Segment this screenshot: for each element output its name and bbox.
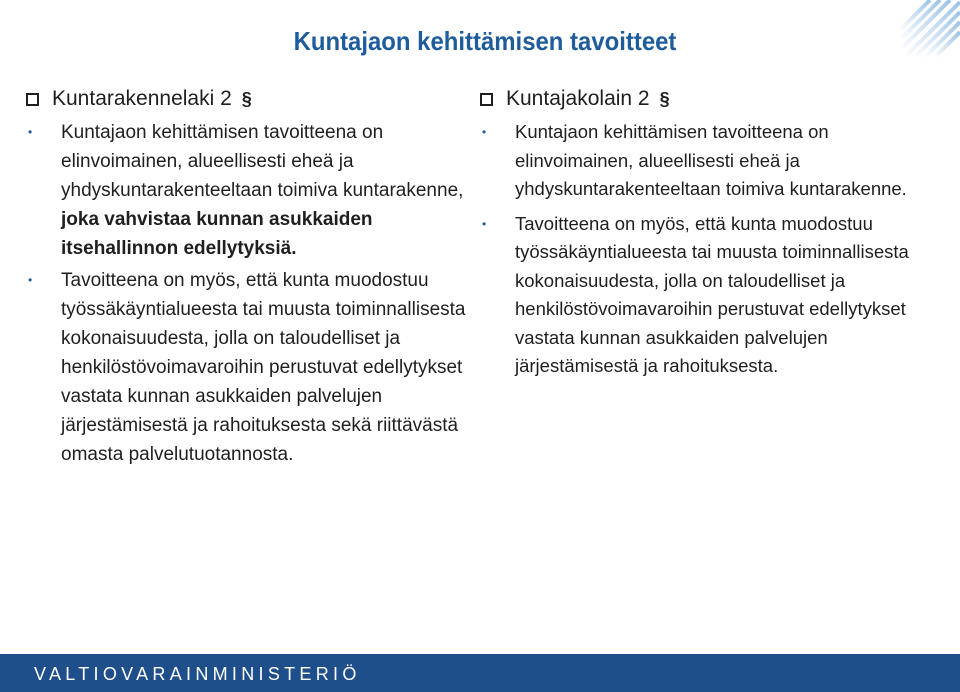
left-bullet-1-text: Kuntajaon kehittämisen tavoitteena on elinvoimainen, alueellisesti eheä ja yhdyskuntarakenteeltaan toimiva kuntarakenne,: [61, 122, 464, 201]
right-bullet-2: [480, 210, 940, 381]
section-symbol: §: [659, 88, 670, 109]
bullet-dot-icon: •: [482, 216, 487, 231]
right-heading: [480, 84, 940, 114]
right-bullet-2-text: Tavoitteena on myös, että kunta muodostuu työssäkäyntialueesta tai muusta toiminnallisesta kokonaisuudesta, jolla on taloudelliset ja henkilöstövoimavaroihin perustuvat edellytykset vastata kunnan asukkaiden palvelujen järjestämisestä ja rahoituksesta.: [515, 212, 909, 376]
left-column: [26, 84, 476, 469]
section-symbol: §: [241, 88, 252, 109]
left-bullet-2-text: Tavoitteena on myös, että kunta muodostuu työssäkäyntialueesta tai muusta toiminnallisesta kokonaisuudesta, jolla on taloudelliset ja henkilöstövoimavaroihin perustuvat edellytykset vastata kunnan asukkaiden palvelujen järjestämisestä ja rahoituksesta sekä riittävästä omasta palvelutuotannosta.: [61, 270, 466, 465]
right-bullet-1: [480, 118, 940, 204]
left-bullet-2: [26, 266, 476, 469]
footer-bar: [0, 654, 960, 692]
left-heading: [26, 84, 476, 114]
left-bullet-1-bold-text: joka vahvistaa kunnan asukkaiden itsehallinnon edellytyksiä.: [61, 209, 373, 259]
bullet-dot-icon: •: [28, 273, 33, 287]
checkbox-outline-icon: [480, 93, 493, 106]
left-heading-text: Kuntarakennelaki 2: [52, 87, 232, 110]
right-bullet-list: [480, 118, 940, 381]
bullet-dot-icon: •: [482, 125, 487, 139]
right-column: [480, 84, 940, 381]
ministry-logo-text: VALTIOVARAINMINISTERIÖ: [34, 664, 361, 684]
right-heading-text: Kuntajakolain 2: [506, 87, 650, 110]
right-bullet-1-text: Kuntajaon kehittämisen tavoitteena on elinvoimainen, alueellisesti eheä ja yhdyskuntarakenteeltaan toimiva kuntarakenne.: [515, 121, 907, 199]
page-title: Kuntajaon kehittämisen tavoitteet: [293, 26, 677, 56]
bullet-dot-icon: •: [28, 125, 33, 139]
left-bullet-1: [26, 118, 476, 263]
left-bullet-list: [26, 118, 476, 469]
checkbox-outline-icon: [26, 93, 39, 106]
